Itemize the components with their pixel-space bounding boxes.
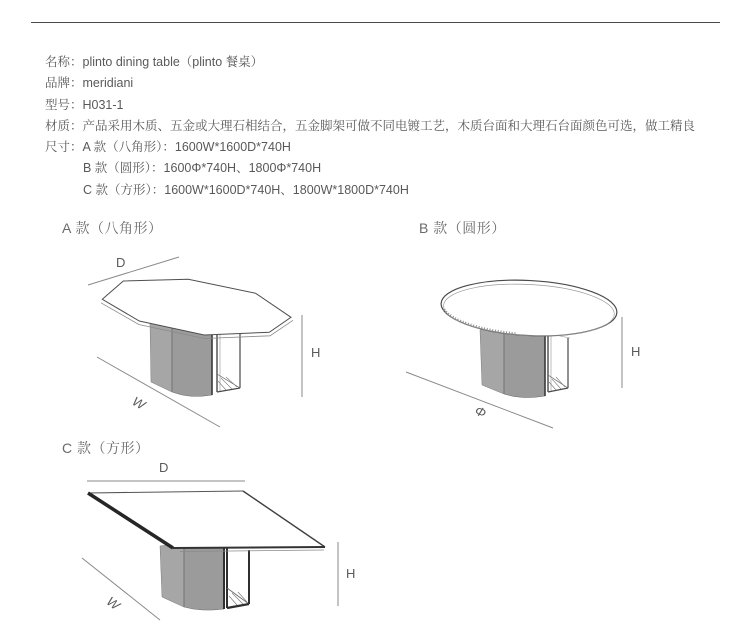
diagram-b-title: B 款（圆形） [419, 220, 506, 236]
spec-text-block [45, 52, 745, 201]
spec-line-brand: 品牌：meridiani [45, 76, 134, 91]
octagon-tabletop [102, 279, 291, 335]
dim-label-h-a: H [311, 345, 321, 360]
spec-line-material: 材质：产品采用木质、五金或大理石相结合，五金脚架可做不同电镀工艺，木质台面和大理石台面颜色可选，做工精良 [45, 118, 696, 133]
diagram-a-title: A 款（八角形） [62, 220, 163, 236]
ellipse-tabletop [440, 276, 619, 340]
dim-label-h-c: H [346, 566, 355, 581]
top-divider-line [31, 22, 720, 23]
frame-b [545, 333, 570, 392]
dim-line-w-c [82, 558, 160, 620]
square-table-diagram [80, 458, 355, 628]
pedestal-b [480, 327, 545, 398]
spec-line-size-b: B 款（圆形）：1600Φ*740H、1800Φ*740H [83, 161, 322, 176]
octagonal-table-diagram [85, 250, 325, 435]
diagram-c-title: C 款（方形） [62, 440, 150, 456]
spec-line-size-a: 尺寸：A 款（八角形）：1600W*1600D*740H [45, 140, 291, 155]
dim-label-w-a: W [129, 393, 148, 413]
dim-label-w-c: W [103, 593, 123, 613]
dim-label-d-c: D [159, 460, 169, 475]
frame-c [227, 548, 249, 608]
spec-line-size-c: C 款（方形）：1600W*1600D*740H、1800W*1800D*740H [83, 182, 409, 197]
dim-label-h-b: H [631, 344, 641, 359]
spec-line-name: 名称：plinto dining table（plinto 餐桌） [45, 55, 264, 69]
square-tabletop [88, 491, 325, 552]
pedestal-c [160, 543, 224, 610]
round-table-diagram [405, 263, 650, 433]
spec-line-model: 型号：H031-1 [45, 97, 124, 112]
dim-label-d-a: D [116, 255, 126, 270]
dim-label-phi-b: Φ [472, 402, 489, 421]
